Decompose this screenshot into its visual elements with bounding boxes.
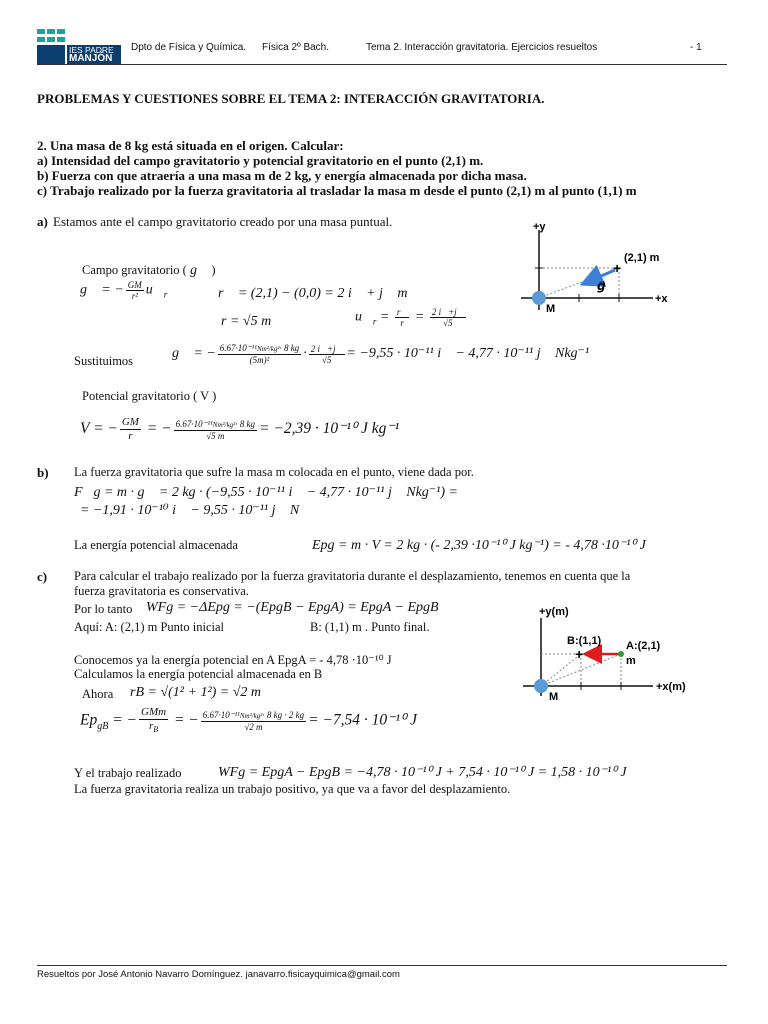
x-axis-label-2: +x(m) xyxy=(656,681,686,693)
energy-equation: Epg = m · V = 2 kg · (- 2,39 ·10⁻¹⁰ J kg⁻¹) = - 4,78 ·10⁻¹⁰ J xyxy=(312,538,646,553)
v-result: = −2,39 · 10⁻¹⁰ J kg⁻¹ xyxy=(259,420,400,438)
aqui-line: Aquí: A: (2,1) m Punto inicial xyxy=(74,620,224,634)
problem-line-2: b) Fuerza con que atraería a una masa m de 2 kg, y energía almacenada por dicha masa. xyxy=(37,168,527,183)
problem-line-3: c) Trabajo realizado por la fuerza gravitatoria al trasladar la masa m desde el punto (2,1) m al punto (1,1) m xyxy=(37,183,637,198)
point-label: (2,1) m xyxy=(624,252,660,264)
header-topic: Tema 2. Interacción gravitatoria. Ejercicios resueltos xyxy=(366,42,598,53)
part-c-intro-2: fuerza gravitatoria es conservativa. xyxy=(74,584,249,598)
energy-label: La energía potencial almacenada xyxy=(74,538,238,552)
campo-label-close: ) xyxy=(211,263,216,277)
mass-dot-2 xyxy=(534,679,548,693)
diagram-field xyxy=(515,218,685,318)
part-b-label: b) xyxy=(37,465,49,480)
epgb-formula: $Ep_{gB}$ = − $\frac{\text{GMm}}{r_B}$ = − $\frac{\text{6.67·10⁻¹¹Nm²/kg²· 8 kg · 2 kg}}{√2 m}$ = −7,54 · 10⁻¹⁰ J xyxy=(80,706,417,735)
page-title: PROBLEMAS Y CUESTIONES SOBRE EL TEMA 2: INTERACCIÓN GRAVITATORIA. xyxy=(37,91,545,106)
force-line-2: = −1,91 · 10⁻¹⁰ i⃗ − 9,55 · 10⁻¹¹ j⃗ N xyxy=(80,503,300,518)
g-substitution: g⃗ = − $\frac{\text{6.67·10⁻¹¹Nm²/kg²· 8 kg}}{\text{(5m)²}}$ · $\frac{2 i⃗+j⃗}{√5}$ = −9,55 · 10⁻¹¹ i⃗ − 4,77 · 10⁻¹¹ j⃗ Nkg⁻¹ xyxy=(172,343,590,365)
footer-rule xyxy=(37,965,727,966)
y-axis-label: +y xyxy=(533,221,546,233)
part-a-intro: Estamos ante el campo gravitatorio creado por una masa puntual. xyxy=(53,214,393,229)
g-vector-symbol: g⃗ xyxy=(189,263,212,278)
mass-label-2: M xyxy=(549,691,559,703)
part-b-intro: La fuerza gravitatoria que sufre la masa m colocada en el punto, viene dada por. xyxy=(74,465,474,479)
problem-line-1: a) Intensidad del campo gravitatorio y potencial gravitatorio en el punto (2,1) m. xyxy=(37,153,484,168)
v-formula: V = − $\frac{GM}{r}$ = − $\frac{\text{6.67·10⁻¹¹Nm²/kg²· 8 kg}}{√5 m}$ = −2,39 · 10⁻¹⁰ J kg⁻¹ xyxy=(80,416,400,442)
unit-vector-eq: $u⃗_r$ = $\frac{r⃗}{r}$ = $\frac{2 i⃗+j⃗}{√5}$ xyxy=(355,307,464,328)
mass-label: M xyxy=(546,303,556,315)
campo-label xyxy=(82,263,216,279)
y-axis-label-2: +y(m) xyxy=(539,606,569,618)
point-a-dot xyxy=(618,651,624,657)
point-a-label: A:(2,1) xyxy=(626,640,661,652)
point-b-cross: + xyxy=(575,646,584,662)
part-c-intro-1: Para calcular el trabajo realizado por la fuerza gravitatoria durante el desplazamiento, tenemos en cuenta que la xyxy=(74,569,631,583)
punto-b-line: B: (1,1) m . Punto final. xyxy=(310,620,430,634)
g-vector-label: g⃗ xyxy=(597,279,606,293)
conclusion: La fuerza gravitatoria realiza un trabajo positivo, ya que va a favor del desplazamiento. xyxy=(74,782,511,796)
mass-dot xyxy=(532,291,546,305)
logo-text-line1: IES PADRE xyxy=(69,45,114,55)
r-vector-eq: r⃗ = (2,1) − (0,0) = 2 i⃗ + j⃗ m xyxy=(218,286,408,301)
work-result: WFg = EpgA − EpgB = −4,78 · 10⁻¹⁰ J + 7,54 · 10⁻¹⁰ J = 1,58 · 10⁻¹⁰ J xyxy=(218,765,627,780)
logo xyxy=(37,29,121,65)
ahora-label: Ahora xyxy=(82,687,114,701)
header-course: Física 2º Bach. xyxy=(262,42,330,53)
point-cross: + xyxy=(613,260,622,276)
header-dept: Dpto de Física y Química. xyxy=(131,42,247,53)
g-formula: g⃗ = − $\frac{GM}{\text{r²}}$ $u⃗_r$ xyxy=(80,280,168,301)
r-modulus-eq: r = √5 m xyxy=(221,314,272,329)
calculamos-line: Calculamos la energía potencial almacenada en B xyxy=(74,667,323,681)
header-rule xyxy=(37,64,727,65)
point-b-label: B:(1,1) xyxy=(567,635,602,647)
force-line-1: F⃗g = m · g⃗ = 2 kg · (−9,55 · 10⁻¹¹ i⃗ − 4,77 · 10⁻¹¹ j⃗ Nkg⁻¹) = xyxy=(74,485,458,500)
part-c-label: c) xyxy=(37,569,48,584)
y-trabajo-label: Y el trabajo realizado xyxy=(74,766,182,780)
conocemos-line: Conocemos ya la energía potencial en A EpgA = - 4,78 ·10⁻¹⁰ J xyxy=(74,653,392,667)
sustituimos-label: Sustituimos xyxy=(74,354,134,368)
logo-text-line2: MANJÓN xyxy=(69,53,113,64)
g-result: = −9,55 · 10⁻¹¹ i⃗ − 4,77 · 10⁻¹¹ j⃗ Nkg⁻¹ xyxy=(346,346,590,362)
test-mass-label: m xyxy=(626,655,636,667)
por-lo-tanto: Por lo tanto xyxy=(74,602,133,616)
work-equation: WFg = −ΔEpg = −(EpgB − EpgA) = EpgA − EpgB xyxy=(146,600,439,615)
x-axis-label: +x xyxy=(655,293,668,305)
campo-label-text: Campo gravitatorio ( xyxy=(82,263,187,277)
potencial-label: Potencial gravitatorio ( V ) xyxy=(82,389,217,403)
problem-line-0: 2. Una masa de 8 kg está situada en el origen. Calcular: xyxy=(37,138,344,153)
rb-equation: rB = √(1² + 1²) = √2 m xyxy=(130,685,262,700)
part-a-label: a) xyxy=(37,214,48,229)
epgb-result: = −7,54 · 10⁻¹⁰ J xyxy=(308,711,417,729)
header-page-number: - 1 xyxy=(690,42,702,53)
footer-text: Resueltos por José Antonio Navarro Domínguez. janavarro.fisicayquimica@gmail.com xyxy=(37,969,400,980)
diagram-work xyxy=(515,600,720,710)
